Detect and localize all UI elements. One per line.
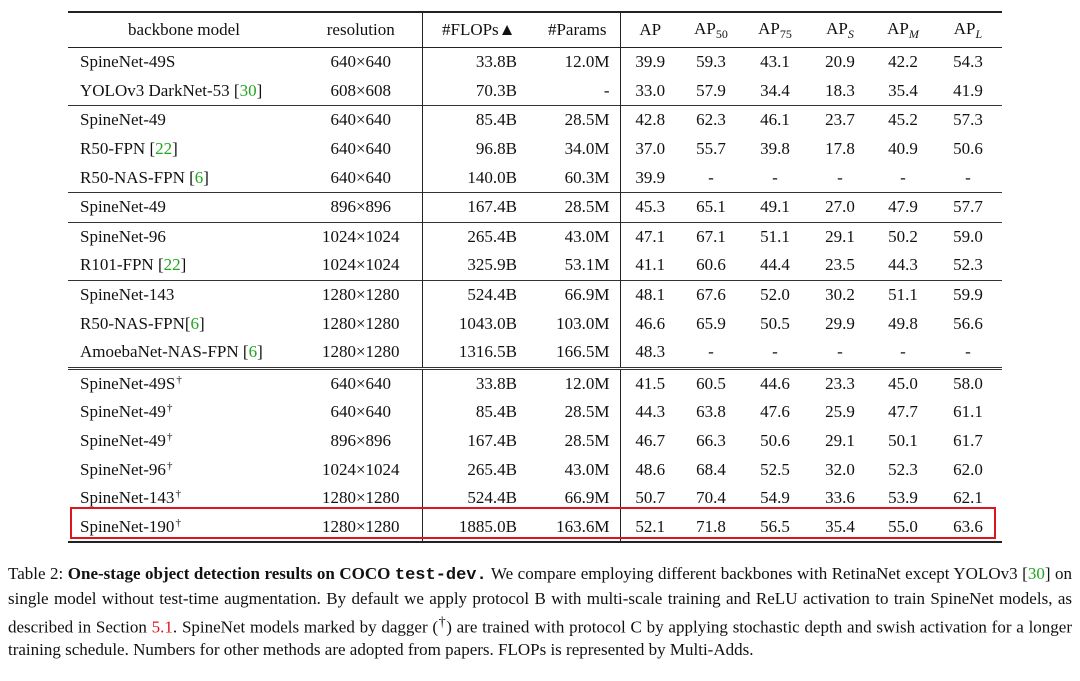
model-name: SpineNet-49 bbox=[80, 197, 166, 217]
citation-link[interactable]: 30 bbox=[239, 80, 257, 100]
header-ap75-base: AP bbox=[758, 18, 780, 38]
cell-res: 896×896 bbox=[300, 427, 422, 456]
cell-params: 163.6M bbox=[535, 513, 620, 543]
cell-apm: 47.9 bbox=[872, 192, 934, 222]
caption-text-1: We compare employing different backbones with RetinaNet except YOLOv3 [ bbox=[486, 564, 1028, 583]
cell-apl: 57.3 bbox=[934, 106, 1002, 135]
cell-res: 1280×1280 bbox=[300, 484, 422, 513]
citation-link[interactable]: 6 bbox=[248, 342, 258, 362]
cell-apl: 59.0 bbox=[934, 222, 1002, 251]
caption-section-link[interactable]: 5.1 bbox=[151, 617, 173, 637]
header-apm-base: AP bbox=[887, 18, 909, 38]
cell-flops: 85.4B bbox=[422, 106, 535, 135]
caption-dagger: † bbox=[438, 613, 447, 630]
cell-aps: 29.1 bbox=[808, 222, 872, 251]
cell-ap: 48.1 bbox=[620, 280, 680, 309]
cell-model bbox=[68, 280, 300, 309]
cell-ap75: 52.5 bbox=[760, 459, 790, 479]
header-ap50-sub: 50 bbox=[715, 26, 728, 41]
cell-params: 66.9M bbox=[535, 280, 620, 309]
header-ap50 bbox=[680, 12, 742, 48]
cell-ap75: 43.1 bbox=[760, 52, 790, 72]
cell-ap50: 62.3 bbox=[680, 106, 742, 135]
caption-text-2: ] on single model without test-time augmentation. By default we apply protocol B with multi-scale training and ReLU activation to train SpineNet models, as described in Section bbox=[8, 564, 1072, 637]
cell-flops: 524.4B bbox=[422, 280, 535, 309]
header-aps-sub: S bbox=[847, 26, 854, 41]
cell-flops: 85.4B bbox=[475, 402, 517, 422]
cell-apl: 62.1 bbox=[953, 488, 983, 508]
model-name: SpineNet-49 bbox=[80, 402, 166, 422]
table-row bbox=[68, 513, 1002, 543]
model-name: SpineNet-96 bbox=[80, 226, 166, 246]
cell-apl: 61.7 bbox=[953, 431, 983, 451]
cell-apl: 61.1 bbox=[953, 402, 983, 422]
cell-apm: - bbox=[900, 167, 906, 187]
cell-ap: 46.6 bbox=[635, 313, 666, 333]
header-aps-base: AP bbox=[826, 18, 848, 38]
cell-params: 28.5M bbox=[535, 398, 620, 427]
cell-ap75: 54.9 bbox=[760, 488, 790, 508]
cell-flops: 265.4B bbox=[422, 222, 535, 251]
header-ap: AP bbox=[620, 12, 680, 48]
cell-ap75: 51.1 bbox=[742, 222, 808, 251]
cell-model bbox=[68, 222, 300, 251]
cell-res: 1280×1280 bbox=[300, 513, 422, 543]
cell-aps: 29.1 bbox=[825, 431, 855, 451]
cell-apl: 58.0 bbox=[934, 368, 1002, 398]
cell-flops: 33.8B bbox=[475, 52, 517, 72]
cell-model: R101-FPN [22] bbox=[80, 255, 187, 275]
dagger-mark: † bbox=[175, 488, 181, 501]
dagger-mark: † bbox=[166, 431, 173, 444]
table-body bbox=[68, 48, 1002, 543]
cell-res: 1280×1280 bbox=[300, 309, 422, 338]
cell-params: 34.0M bbox=[535, 135, 620, 164]
cell-res: 640×640 bbox=[300, 398, 422, 427]
cell-params: 28.5M bbox=[535, 106, 620, 135]
model-name: SpineNet-49S bbox=[80, 52, 176, 72]
table-row bbox=[68, 222, 1002, 251]
cell-res: 896×896 bbox=[300, 192, 422, 222]
cell-model bbox=[68, 398, 300, 427]
cell-flops: 325.9B bbox=[467, 255, 517, 275]
cell-apm: 47.7 bbox=[888, 402, 918, 422]
cell-apm: 53.9 bbox=[888, 488, 918, 508]
cell-res: 640×640 bbox=[300, 163, 422, 192]
cell-aps: 23.5 bbox=[825, 255, 855, 275]
citation-link[interactable]: 6 bbox=[190, 313, 200, 333]
table-row bbox=[68, 106, 1002, 135]
cell-ap50: - bbox=[708, 342, 714, 362]
cell-flops: 96.8B bbox=[475, 139, 517, 159]
table-row bbox=[68, 484, 1002, 513]
table-header-row bbox=[68, 12, 1002, 48]
cell-ap75: 34.4 bbox=[760, 80, 790, 100]
cell-flops: 70.3B bbox=[475, 80, 517, 100]
cell-params: 12.0M bbox=[535, 368, 620, 398]
citation-link[interactable]: 22 bbox=[163, 255, 181, 275]
cell-aps: 35.4 bbox=[808, 513, 872, 543]
cell-res: 640×640 bbox=[300, 48, 422, 77]
cell-ap50: 57.9 bbox=[696, 80, 726, 100]
cell-ap: 50.7 bbox=[635, 488, 666, 508]
cell-res: 1024×1024 bbox=[300, 455, 422, 484]
cell-apm: 44.3 bbox=[888, 255, 918, 275]
cell-ap: 48.6 bbox=[635, 459, 666, 479]
model-name: SpineNet-143 bbox=[80, 285, 175, 305]
header-apl bbox=[934, 12, 1002, 48]
header-resolution: resolution bbox=[300, 12, 422, 48]
cell-ap: 41.5 bbox=[620, 368, 680, 398]
cell-model bbox=[68, 455, 300, 484]
cell-apl: 52.3 bbox=[953, 255, 983, 275]
results-table-container bbox=[68, 11, 1002, 543]
cell-ap50: - bbox=[708, 167, 714, 187]
dagger-mark: † bbox=[175, 516, 181, 529]
cell-ap50: 70.4 bbox=[696, 488, 726, 508]
cell-apl: - bbox=[965, 167, 971, 187]
cell-params: 12.0M bbox=[535, 48, 620, 77]
header-ap75-sub: 75 bbox=[779, 26, 792, 41]
cell-aps: 27.0 bbox=[808, 192, 872, 222]
cell-apm: 45.0 bbox=[872, 368, 934, 398]
cell-apl: 41.9 bbox=[953, 80, 983, 100]
cell-aps: 29.9 bbox=[825, 313, 855, 333]
model-name: SpineNet-49S bbox=[80, 373, 176, 393]
table-row bbox=[68, 251, 1002, 280]
cell-ap50: 63.8 bbox=[696, 402, 726, 422]
cell-ap50: 60.5 bbox=[680, 368, 742, 398]
table-row bbox=[68, 338, 1002, 368]
cell-params: 43.0M bbox=[535, 455, 620, 484]
cell-model bbox=[68, 48, 300, 77]
cell-ap: 39.9 bbox=[635, 167, 666, 187]
cell-ap: 46.7 bbox=[635, 431, 666, 451]
cell-params: 60.3M bbox=[535, 163, 620, 192]
cell-apm: 49.8 bbox=[888, 313, 918, 333]
cell-model: R50-NAS-FPN [6] bbox=[80, 167, 209, 187]
cell-res: 640×640 bbox=[300, 106, 422, 135]
cell-ap75: 46.1 bbox=[742, 106, 808, 135]
model-name: R50-FPN bbox=[80, 139, 150, 159]
header-ap50-base: AP bbox=[694, 18, 716, 38]
cell-model bbox=[68, 513, 300, 543]
cell-model: YOLOv3 DarkNet-53 [30] bbox=[80, 80, 263, 100]
cell-flops: 1043.0B bbox=[458, 313, 517, 333]
cell-ap50: 71.8 bbox=[680, 513, 742, 543]
caption-code: test-dev. bbox=[394, 566, 487, 585]
header-params: #Params bbox=[535, 12, 620, 48]
header-apl-sub: L bbox=[975, 26, 983, 41]
model-name: R101-FPN bbox=[80, 255, 158, 275]
cell-aps: - bbox=[837, 167, 843, 187]
cell-params: 166.5M bbox=[535, 338, 620, 368]
table-row bbox=[68, 398, 1002, 427]
cell-ap50: 60.6 bbox=[696, 255, 726, 275]
cell-apl: 63.6 bbox=[934, 513, 1002, 543]
cell-ap50: 65.1 bbox=[680, 192, 742, 222]
cell-ap: 42.8 bbox=[620, 106, 680, 135]
header-apl-base: AP bbox=[953, 18, 976, 38]
cell-aps: 32.0 bbox=[825, 459, 855, 479]
cell-ap: 33.0 bbox=[635, 80, 666, 100]
results-table bbox=[68, 11, 1002, 543]
cell-params: 28.5M bbox=[535, 427, 620, 456]
citation-link[interactable]: 22 bbox=[155, 139, 173, 159]
cell-apm: 50.2 bbox=[872, 222, 934, 251]
header-apm bbox=[872, 12, 934, 48]
cell-ap75: 44.4 bbox=[760, 255, 790, 275]
cell-flops: 1316.5B bbox=[458, 342, 517, 362]
cell-res: 640×640 bbox=[300, 135, 422, 164]
cell-ap75: 52.0 bbox=[742, 280, 808, 309]
cell-model: AmoebaNet-NAS-FPN [6] bbox=[80, 342, 263, 362]
cell-apm: 52.3 bbox=[888, 459, 918, 479]
cell-apl: 56.6 bbox=[953, 313, 983, 333]
cell-aps: 23.3 bbox=[808, 368, 872, 398]
table-row bbox=[68, 455, 1002, 484]
header-backbone-model: backbone model bbox=[68, 12, 300, 48]
header-ap75 bbox=[742, 12, 808, 48]
cell-params: 43.0M bbox=[535, 222, 620, 251]
cell-flops: 140.0B bbox=[467, 167, 517, 187]
cell-ap75: 50.5 bbox=[760, 313, 790, 333]
cell-ap: 45.3 bbox=[620, 192, 680, 222]
cell-apl: 50.6 bbox=[953, 139, 983, 159]
cell-ap: 39.9 bbox=[635, 52, 666, 72]
cell-model bbox=[68, 368, 300, 398]
cell-apm: 40.9 bbox=[888, 139, 918, 159]
cell-ap50: 67.1 bbox=[680, 222, 742, 251]
cell-flops: 1885.0B bbox=[422, 513, 535, 543]
header-apm-sub: M bbox=[908, 26, 919, 41]
cell-ap: 37.0 bbox=[635, 139, 666, 159]
cell-params: 66.9M bbox=[535, 484, 620, 513]
table-row bbox=[68, 280, 1002, 309]
cell-model: R50-FPN [22] bbox=[80, 139, 178, 159]
cell-ap75: - bbox=[772, 167, 778, 187]
model-name: SpineNet-96 bbox=[80, 459, 166, 479]
cell-apm: 35.4 bbox=[888, 80, 918, 100]
cell-model: R50-NAS-FPN[6] bbox=[80, 313, 205, 333]
cell-res: 1024×1024 bbox=[300, 251, 422, 280]
cell-aps: - bbox=[837, 342, 843, 362]
cell-apm: 50.1 bbox=[888, 431, 918, 451]
cell-ap50: 65.9 bbox=[696, 313, 726, 333]
cell-res: 608×608 bbox=[300, 77, 422, 106]
dagger-mark: † bbox=[166, 402, 173, 415]
cell-ap75: 56.5 bbox=[742, 513, 808, 543]
table-row bbox=[68, 192, 1002, 222]
cell-flops: 33.8B bbox=[422, 368, 535, 398]
cell-apm: - bbox=[900, 342, 906, 362]
cell-res: 1280×1280 bbox=[300, 280, 422, 309]
dagger-mark: † bbox=[176, 373, 182, 386]
header-aps bbox=[808, 12, 872, 48]
cell-ap75: 49.1 bbox=[742, 192, 808, 222]
table-row bbox=[68, 427, 1002, 456]
cell-params: 103.0M bbox=[535, 309, 620, 338]
model-name: YOLOv3 DarkNet-53 bbox=[80, 80, 234, 100]
cell-apm: 51.1 bbox=[872, 280, 934, 309]
model-name: R50-NAS-FPN bbox=[80, 167, 190, 187]
cell-apl: 62.0 bbox=[953, 459, 983, 479]
cell-ap: 48.3 bbox=[635, 342, 666, 362]
cell-apl: 54.3 bbox=[953, 52, 983, 72]
cell-ap75: 50.6 bbox=[760, 431, 790, 451]
cell-flops: 524.4B bbox=[467, 488, 517, 508]
cell-res: 1280×1280 bbox=[300, 338, 422, 368]
cell-ap75: 44.6 bbox=[742, 368, 808, 398]
cell-params: 53.1M bbox=[535, 251, 620, 280]
cell-params: 28.5M bbox=[535, 192, 620, 222]
cell-aps: 18.3 bbox=[825, 80, 855, 100]
caption-text-3: . SpineNet models marked by dagger ( bbox=[172, 617, 439, 637]
cell-ap75: 47.6 bbox=[760, 402, 790, 422]
table-row bbox=[68, 77, 1002, 106]
cell-model bbox=[68, 192, 300, 222]
cell-apm: 55.0 bbox=[872, 513, 934, 543]
cell-ap: 52.1 bbox=[620, 513, 680, 543]
table-row bbox=[68, 368, 1002, 398]
cell-ap75: 39.8 bbox=[760, 139, 790, 159]
cell-apl: 59.9 bbox=[934, 280, 1002, 309]
model-name: SpineNet-143 bbox=[80, 488, 175, 508]
table-caption bbox=[8, 563, 1072, 662]
caption-title: One-stage object detection results on COCO bbox=[67, 564, 395, 583]
caption-ref-30[interactable]: 30 bbox=[1027, 564, 1045, 583]
dagger-mark: † bbox=[166, 459, 173, 472]
cell-flops: 167.4B bbox=[422, 192, 535, 222]
header-flops: #FLOPs▲ bbox=[422, 12, 535, 48]
table-row bbox=[68, 135, 1002, 164]
cell-flops: 167.4B bbox=[467, 431, 517, 451]
cell-flops: 265.4B bbox=[467, 459, 517, 479]
cell-ap75: - bbox=[772, 342, 778, 362]
cell-aps: 33.6 bbox=[825, 488, 855, 508]
cell-aps: 25.9 bbox=[825, 402, 855, 422]
table-row bbox=[68, 309, 1002, 338]
cell-apl: 57.7 bbox=[934, 192, 1002, 222]
cell-apl: - bbox=[965, 342, 971, 362]
cell-apm: 45.2 bbox=[872, 106, 934, 135]
cell-ap50: 68.4 bbox=[696, 459, 726, 479]
cell-model bbox=[68, 106, 300, 135]
citation-link[interactable]: 6 bbox=[194, 167, 204, 187]
model-name: AmoebaNet-NAS-FPN bbox=[80, 342, 243, 362]
model-name: SpineNet-49 bbox=[80, 431, 166, 451]
cell-ap: 44.3 bbox=[635, 402, 666, 422]
cell-res: 1024×1024 bbox=[300, 222, 422, 251]
cell-ap50: 66.3 bbox=[696, 431, 726, 451]
cell-params: - bbox=[535, 77, 620, 106]
cell-aps: 30.2 bbox=[808, 280, 872, 309]
model-name: SpineNet-49 bbox=[80, 110, 166, 130]
cell-aps: 23.7 bbox=[808, 106, 872, 135]
cell-model bbox=[68, 427, 300, 456]
cell-ap50: 55.7 bbox=[696, 139, 726, 159]
cell-aps: 20.9 bbox=[825, 52, 855, 72]
cell-res: 640×640 bbox=[300, 368, 422, 398]
cell-ap50: 67.6 bbox=[680, 280, 742, 309]
model-name: SpineNet-190 bbox=[80, 516, 175, 536]
cell-model bbox=[68, 484, 300, 513]
table-row bbox=[68, 48, 1002, 77]
model-name: R50-NAS-FPN bbox=[80, 313, 185, 333]
table-row bbox=[68, 163, 1002, 192]
cell-ap50: 59.3 bbox=[696, 52, 726, 72]
cell-aps: 17.8 bbox=[825, 139, 855, 159]
cell-ap: 47.1 bbox=[620, 222, 680, 251]
caption-label: Table 2: bbox=[8, 564, 68, 583]
cell-apm: 42.2 bbox=[888, 52, 918, 72]
caption-text-4: ) are trained with protocol C by applying stochastic depth and swish activation for a longer training schedule. Numbers for other methods are adopted from papers. FLOPs is represented by Multi-Adds. bbox=[8, 617, 1073, 660]
cell-ap: 41.1 bbox=[635, 255, 666, 275]
